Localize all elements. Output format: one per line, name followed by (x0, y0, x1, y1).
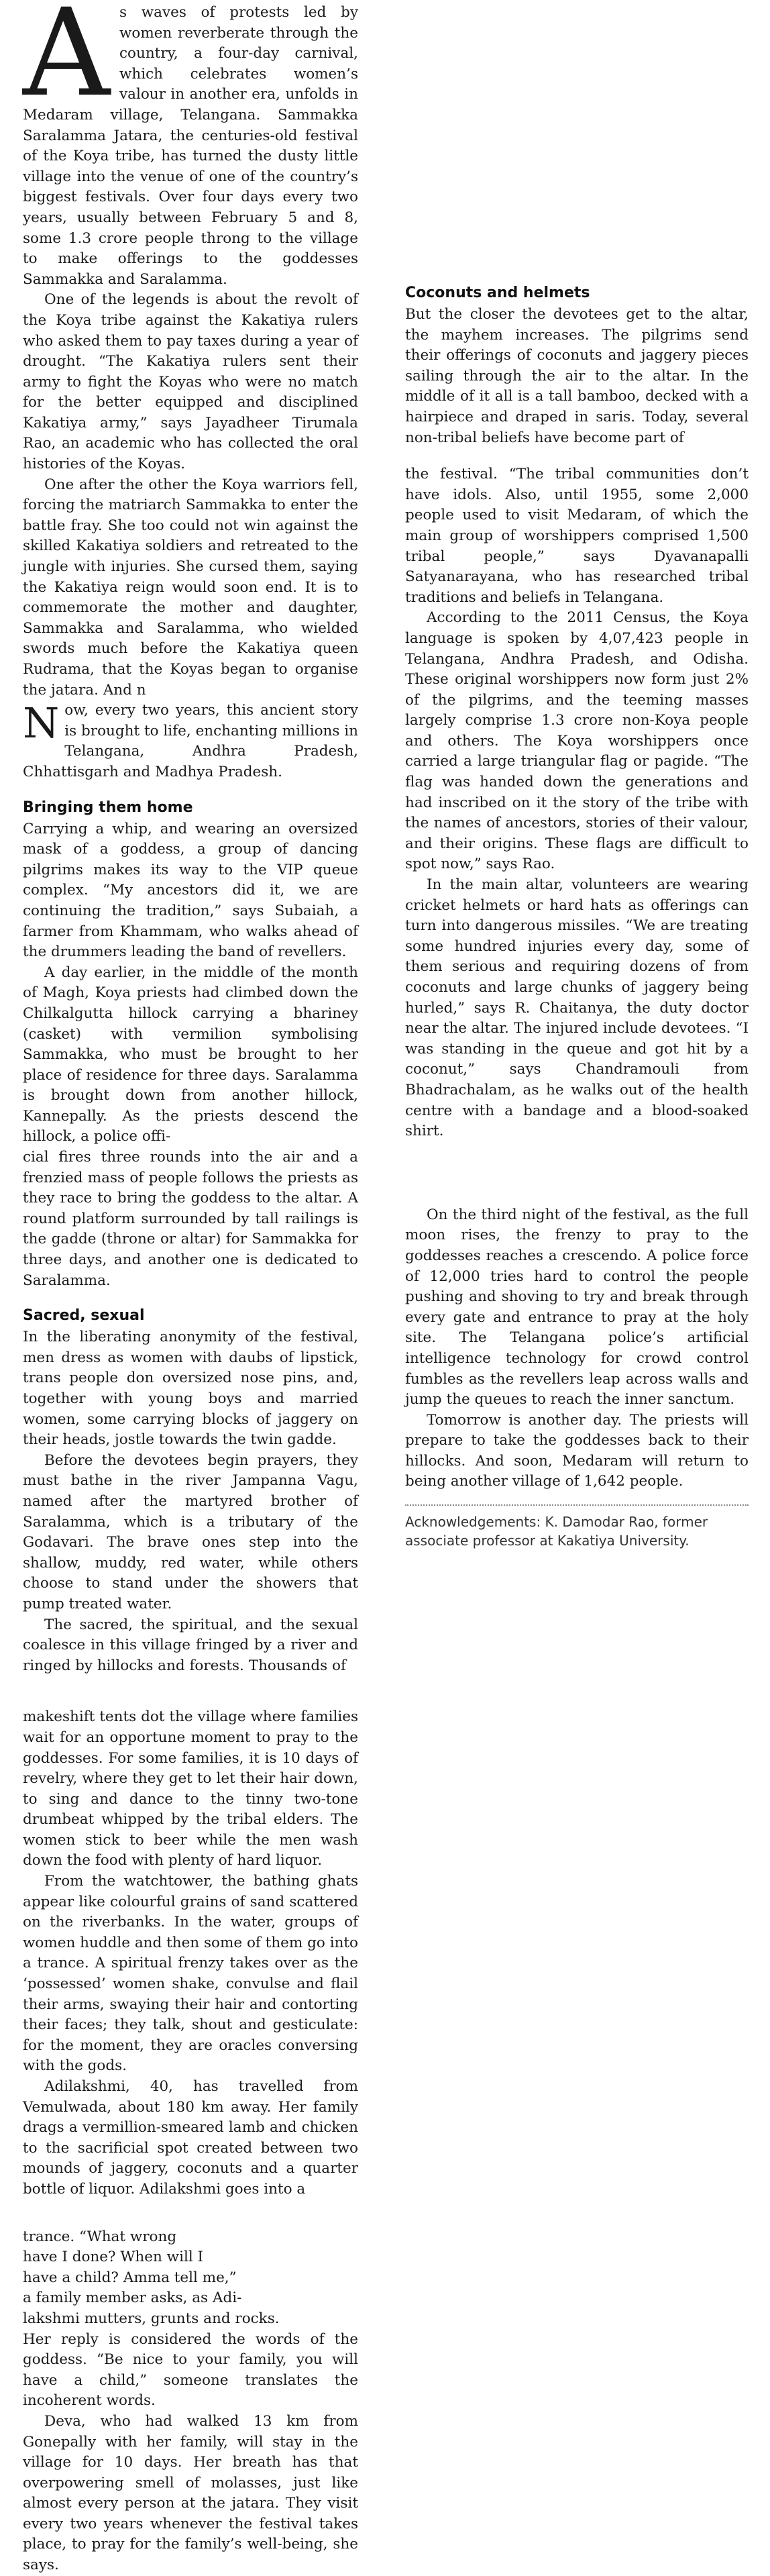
section-heading-coconuts: Coconuts and helmets (405, 285, 590, 301)
drop-cap: A (23, 0, 110, 123)
acknowledgements: Acknowledgements: K. Damodar Rao, former associate professor at Kakatiya University. (405, 1504, 749, 1550)
body-paragraph: On the third night of the festival, as the full moon rises, the frenzy to pray to the goddesses reaches a crescendo. A police force of 12,000 tries hard to control the people pushing and shoving to try and break through every gate and entrance to pray at the holy site. The Telangana police’s artificial intelligence technology for crowd control fumbles as the revellers leap across walls and jump the queues to reach the inner sanctum. (405, 1206, 749, 1408)
left-column (23, 0, 358, 2576)
body-paragraph: From the watchtower, the bathing ghats appear like colourful grains of sand scattered on the riverbanks. In the water, groups of women huddle and then some of them go into a trance. A spiritual frenzy takes over as the ‘possessed’ women shake, convulse and flail their arms, swaying their hair and contorting their faces; they talk, shout and gesticulate: for the moment, they are oracles conversing with the gods. (23, 1873, 358, 2075)
body-paragraph: In the liberating anonymity of the festival, men dress as women with daubs of lipstick, trans people don oversized nose pins, and, together with young boys and married women, some carrying blocks of jaggery on their heads, jostle towards the twin gadde. (23, 1329, 358, 1449)
body-paragraph: According to the 2011 Census, the Koya language is spoken by 4,07,423 people in Telangana, Andhra Pradesh, and Odisha. These original worshippers now form just 2% of the pilgrims, and the teeming masses largely comprise 1.3 crore non-Koya people and others. The Koya worshippers once carried a large triangular flag or pagide. “The flag was handed down the generations and had inscribed on it the story of the tribe with the names of ancestors, stories of their valour, and their origins. These flags are difficult to spot now,” says Rao. (405, 609, 749, 873)
body-paragraph: A day earlier, in the middle of the month of Magh, Koya priests had climbed down the Chilkalgutta hillock carrying a bhariney (casket) with vermilion symbolising Sammakka, who must be brought to her place of residence for three days. Saralamma is brought down from another hillock, Kannepally. As the priests descend the hillock, a police offi- (23, 964, 358, 1145)
body-paragraph: cial fires three rounds into the air and a frenzied mass of people follows the priests as they race to bring the goddess to the altar. A round platform surrounded by tall railings is the gadde (throne or altar) for Sammakka for three days, and another one is dedicated to Saralamma. (23, 1149, 358, 1289)
quote-line: have I done? When will I (23, 2249, 204, 2266)
quote-line: have a child? Amma tell me,” (23, 2269, 237, 2286)
section-heading-sacred: Sacred, sexual (23, 1307, 145, 1325)
section-heading-bringing: Bringing them home (23, 798, 193, 816)
quote-line: lakshmi mutters, grunts and rocks. (23, 2310, 280, 2327)
body-paragraph: Before the devotees begin prayers, they must bathe in the river Jampanna Vagu, named after the martyred brother of Saralamma, which is a tributary of the Godavari. The brave ones step into the shallow, muddy, red water, while others choose to stand under the showers that pump treated water. (23, 1451, 358, 1612)
body-paragraph: the festival. “The tribal communities don’t have idols. Also, until 1955, some 2,000 people used to visit Medaram, of which the main group of worshippers comprised 1,500 tribal people,” says Dyavanapalli Satyanarayana, who has researched tribal traditions and beliefs in Telangana. (405, 466, 749, 606)
body-paragraph: But the closer the devotees get to the altar, the mayhem increases. The pilgrims send their offerings of coconuts and jaggery pieces sailing through the air to the altar. In the middle of it all is a tall bamboo, decked with a hairpiece and draped in saris. Today, several non-tribal beliefs have become part of (405, 306, 749, 446)
body-paragraph: One after the other the Koya warriors fell, forcing the matriarch Sammakka to enter the battle fray. She too could not win against the skilled Kakatiya soldiers and retreated to the jungle with injuries. She cursed them, saying the Kakatiya reign would soon end. It is to commemorate the mother and daughter, Sammakka and Saralamma, who wielded swords much before the Kakatiya queen Rudrama, that the Koyas began to organise the jatara. And n (23, 476, 358, 699)
body-paragraph: Tomorrow is another day. The priests will prepare to take the goddesses back to their hillocks. And soon, Medaram will return to being another village of 1,642 people. (405, 1411, 749, 1490)
body-paragraph: The sacred, the spiritual, and the sexual coalesce in this village fringed by a river and ringed by hillocks and forests. Thousands of (23, 1616, 358, 1674)
intro-paragraph: As waves of protests led by women reverberate through the country, a four-day carnival, which celebrates women’s valour in another era, unfolds in Medaram village, Telangana. Sammakka Saralamma Jatara, the centuries-old festival of the Koya tribe, has turned the dusty little village into the venue of one of the country’s biggest festivals. Over four days every two years, usually between February 5 and 8, some 1.3 crore people throng to the village to make offerings to the goddesses Sammakka and Saralamma. (23, 0, 358, 288)
body-paragraph: Now, every two years, this ancient story is brought to life, enchanting millions in Telangana, Andhra Pradesh, Chhattisgarh and Madhya Pradesh. (23, 699, 358, 780)
body-paragraph: Adilakshmi, 40, has travelled from Vemulwada, about 180 km away. Her family drags a vermillion-smeared lamb and chicken to the sacrificial spot created between two mounds of jaggery, coconuts and a quarter bottle of liquor. Adilakshmi goes into a (23, 2078, 358, 2198)
body-paragraph: makeshift tents dot the village where families wait for an opportune moment to pray to the goddesses. For some families, it is 10 days of revelry, where they get to let their hair down, to sing and dance to the tinny two-tone drumbeat whipped by the tribal elders. The women stick to beer while the men wash down the food with plenty of hard liquor. (23, 1708, 358, 1869)
quote-line: a family member asks, as Adi- (23, 2289, 242, 2307)
body-paragraph: One of the legends is about the revolt of the Koya tribe against the Kakatiya rulers who asked them to pay taxes during a year of drought. “The Kakatiya rulers sent their army to fight the Koyas who were no match for the better equipped and disciplined Kakatiya army,” says Jayadheer Tirumala Rao, an academic who has collected the oral histories of the Koyas. (23, 291, 358, 473)
body-paragraph: Her reply is considered the words of the goddess. “Be nice to your family, you will have a child,” someone translates the incoherent words. (23, 2330, 358, 2410)
body-paragraph: Deva, who had walked 13 km from Gonepally with her family, will stay in the village for 10 days. Her breath has that overpowering smell of molasses, just like almost every person at the jatara. They visit every two years whenever the festival takes place, to pray for the family’s well-being, she says. (23, 2412, 358, 2574)
body-paragraph: Carrying a whip, and wearing an oversized mask of a goddess, a group of dancing pilgrims makes its way to the VIP queue complex. “My ancestors did it, we are continuing the tradition,” says Subaiah, a farmer from Khammam, who walks ahead of the drummers leading the band of revellers. (23, 820, 358, 961)
quote-line: trance. “What wrong (23, 2228, 177, 2245)
drop-cap-small: N (23, 699, 60, 748)
body-paragraph: In the main altar, volunteers are wearing cricket helmets or hard hats as offerings can turn into dangerous missiles. “We are treating some hundred injuries every day, some of them serious and requiring dozens of from coconuts and large chunks of jaggery being hurled,” says R. Chaitanya, the duty doctor near the altar. The injured include devotees. “I was standing in the queue and got hit by a coconut,” says Chandramouli from Bhadrachalam, as he walks out of the health centre with a bandage and a blood-soaked shirt. (405, 876, 749, 1140)
right-column (405, 268, 749, 1550)
